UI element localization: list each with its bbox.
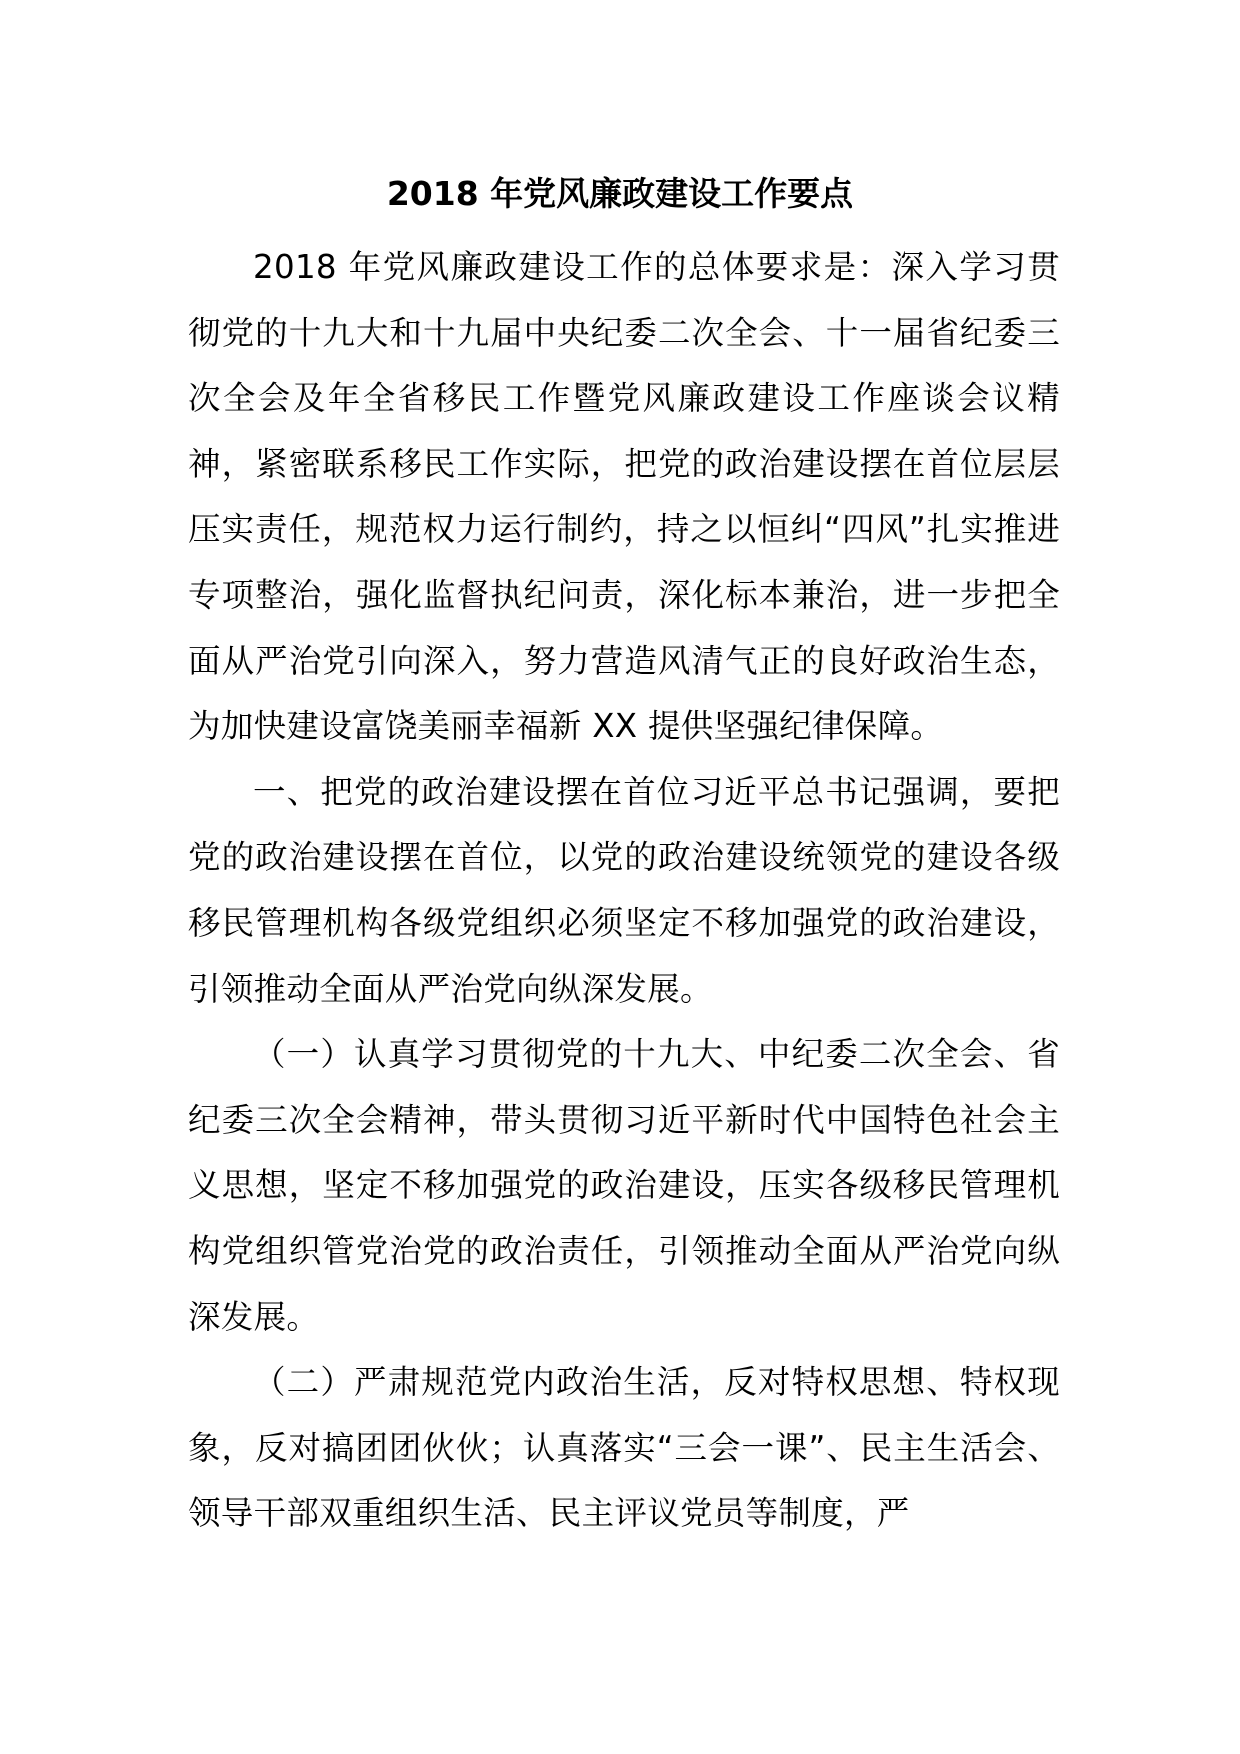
paragraph-section-one: 一、把党的政治建设摆在首位习近平总书记强调，要把党的政治建设摆在首位，以党的政治建设统领党的建设各级移民管理机构各级党组织必须坚定不移加强党的政治建设，引领推动全面从严治党向纵深发展。 bbox=[188, 772, 1060, 1008]
document-title: 2018 年党风廉政建设工作要点 bbox=[386, 174, 854, 213]
paragraph-item-two: （二）严肃规范党内政治生活，反对特权思想、特权现象，反对搞团团伙伙；认真落实“三会一课”、民主生活会、领导干部双重组织生活、民主评议党员等制度，严 bbox=[188, 1363, 1060, 1533]
paragraph-overall-requirements: 2018 年党风廉政建设工作的总体要求是：深入学习贯彻党的十九大和十九届中央纪委二次全会、十一届省纪委三次全会及年全省移民工作暨党风廉政建设工作座谈会议精神，紧密联系移民工作实际，把党的政治建设摆在首位层层压实责任，规范权力运行制约，持之以恒纠“四风”扎实推进专项整治，强化监督执纪问责，深化标本兼治，进一步把全面从严治党引向深入，努力营造风清气正的良好政治生态，为加快建设富饶美丽幸福新 XX 提供坚强纪律保障。 bbox=[188, 248, 1060, 746]
paragraph-item-one: （一）认真学习贯彻党的十九大、中纪委二次全会、省纪委三次全会精神，带头贯彻习近平新时代中国特色社会主义思想，坚定不移加强党的政治建设，压实各级移民管理机构党组织管党治党的政治责任，引领推动全面从严治党向纵深发展。 bbox=[188, 1035, 1060, 1336]
document-body bbox=[188, 235, 1060, 1547]
